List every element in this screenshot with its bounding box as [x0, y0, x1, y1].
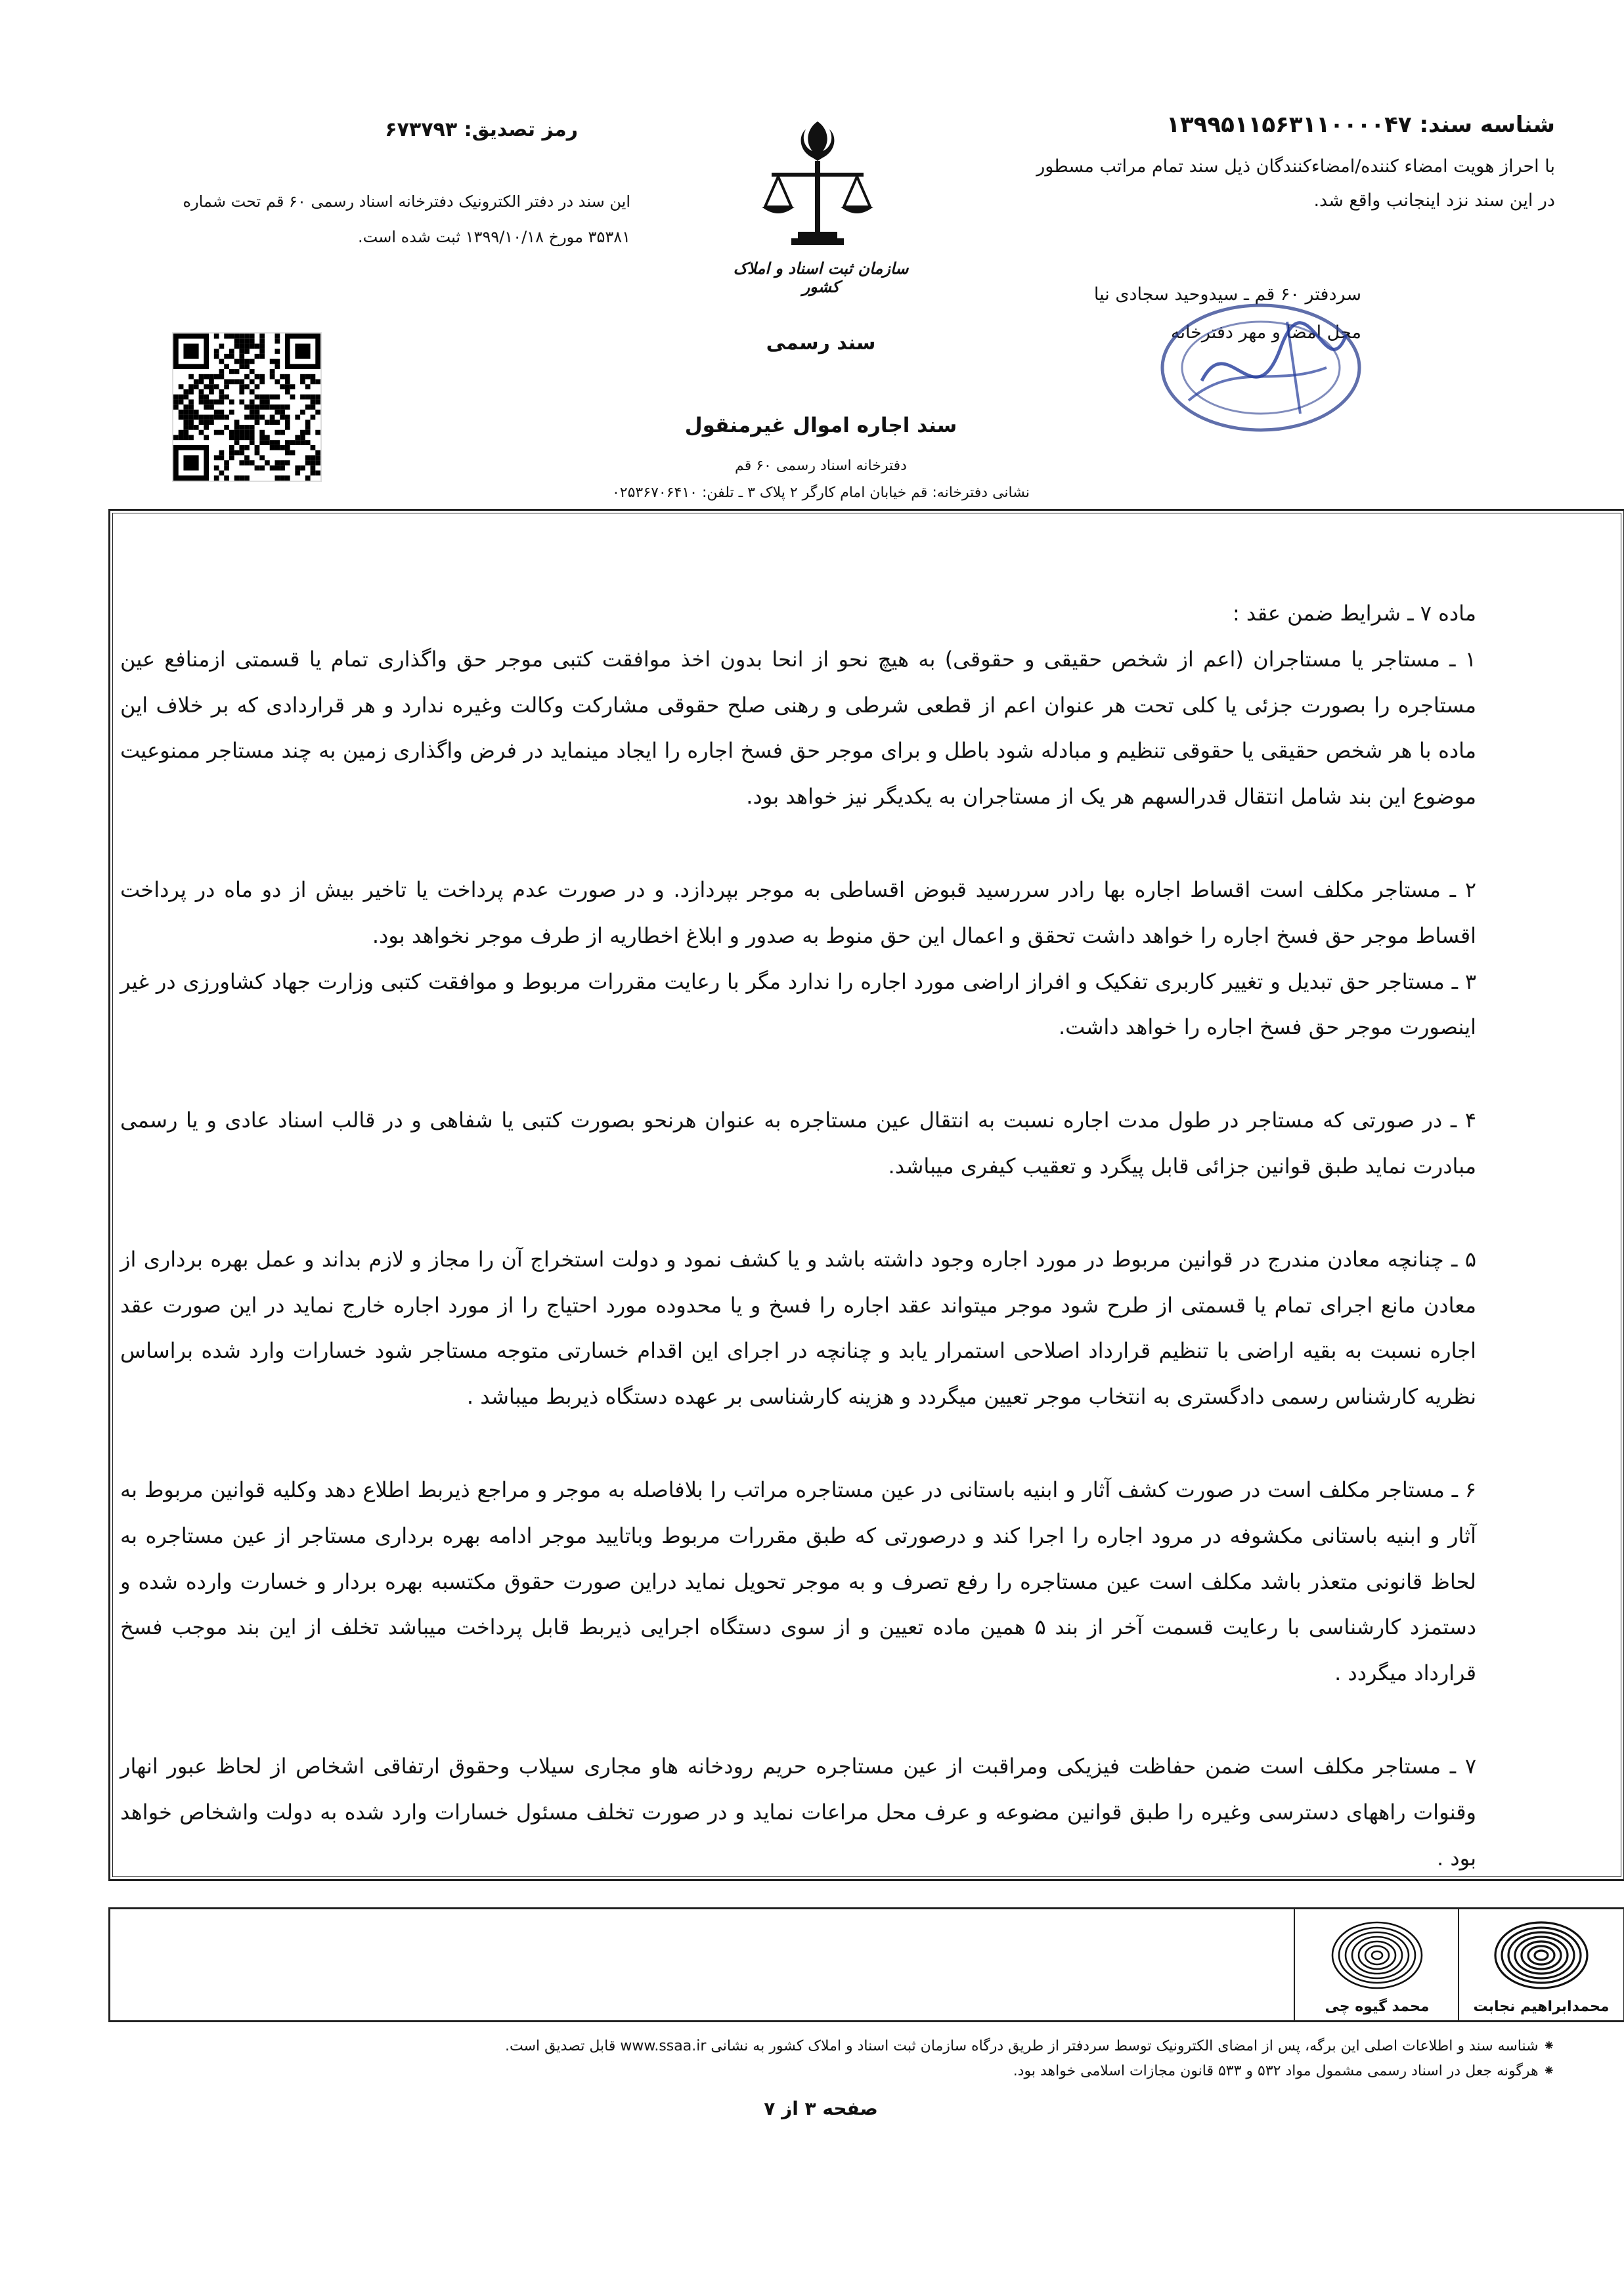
signer-name: محمدابراهیم نجابت	[1473, 1999, 1610, 2015]
clause-2: ۲ ـ مستاجر مکلف است اقساط اجاره بها رادر سررسید قبوض اقساطی به موجر بپردازد. و در صورت عدم پرداخت یا تاخیر بیش از دو ماه در پرداخت اقساط موجر حق فسخ اجاره را خواهد داشت تحقق و اعمال این حق منوط به صدور و ابلاغ اخطاریه از طرف موجر نخواهد بود.	[120, 877, 1476, 948]
footnotes	[45, 2034, 1555, 2084]
article-title: ماده ۷ ـ شرایط ضمن عقد :	[1232, 601, 1476, 626]
verification-block	[898, 112, 1555, 218]
document-title: سند اجاره اموال غیرمنقول	[684, 414, 957, 437]
signature-cell	[1458, 1909, 1623, 2020]
clause-6: ۶ ـ مستاجر مکلف است در صورت کشف آثار و ابنیه باستانی در عین مستاجره مراتب را بلافاصله به موجر و مراجع ذیربط اطلاع دهد وکلیه قوانین مربوط به آثار و ابنیه باستانی مکشوفه در مرود اجاره را اجرا کند و درصورتی که طبق مقررات مربوط وباتایید موجر ادامه بهره برداری مستاجر از عین مستاجره به لحاظ قانونی متعذر باشد مکلف است عین مستاجره را رفع تصرف و به موجر تحویل نماید دراین صورت حقوق مکتسبه بهره بردار و خسارت وارده شده و دستمزد کارشناسی با رعایت قسمت آخر از بند ۵ همین ماده تعیین و از سوی دستگاه اجرایی ذیربط قابل پرداخت میباشد تخلف از این بند موجب فسخ قرارداد میگردد .	[120, 1477, 1476, 1686]
footnote-1: ⁕ شناسه سند و اطلاعات اصلی این برگه، پس از امضای الکترونیک توسط سردفتر از طریق درگاه سازمان ثبت اسناد و املاک کشور به نشانی www.ssaa.ir قابل تصدیق است.	[505, 2038, 1555, 2054]
clause-7: ۷ ـ مستاجر مکلف است ضمن حفاظت فیزیکی ومراقبت از عین مستاجره حریم رودخانه هاو مجاری سیلاب وحقوق ارتفاقی اشخاص از لحاظ عبور انهار وقنوات راههای دسترسی وغیره را طبق قوانین مضوعه و عرف محل مراعات نماید و در صورت تخلف مسئول خسارات وارد شده به دولت واشخاص خواهد بود .	[120, 1753, 1476, 1871]
fingerprint-icon	[1325, 1917, 1430, 1993]
signature-cell	[1294, 1909, 1459, 2020]
registration-line-1: این سند در دفتر الکترونیک دفترخانه اسناد رسمی ۶۰ قم تحت شماره	[183, 192, 630, 211]
signer-name: محمد گیوه چی	[1325, 1999, 1430, 2015]
page-number: صفحه ۳ از ۷	[764, 2098, 878, 2119]
notary-seal	[1130, 289, 1379, 446]
document-body	[120, 591, 1476, 1881]
registration-line-2: ۳۵۳۸۱ مورخ ۱۳۹۹/۱۰/۱۸ ثبت شده است.	[358, 228, 630, 246]
clause-3: ۳ ـ مستاجر حق تبدیل و تغییر کاربری تفکیک و افراز اراضی مورد اجاره را ندارد مگر با رعایت مقررات مربوط و موافقت کتبی وزارت جهاد کشاورزی در غیر اینصورت موجر حق فسخ اجاره را خواهد داشت.	[120, 968, 1476, 1040]
signature-box	[108, 1907, 1624, 2022]
verification-line-2: در این سند نزد اینجانب واقع شد.	[1313, 190, 1555, 211]
qr-code	[172, 332, 322, 482]
organization-name: سازمان ثبت اسناد و املاک کشور	[733, 259, 909, 296]
clause-1: ۱ ـ مستاجر یا مستاجران (اعم از شخص حقیقی و حقوقی) به هیچ نحو از انحا بدون اخذ موافقت کتبی موجر حق واگذاری تمام یا قسمتی ازمنافع عین مستاجره را بصورت جزئی یا کلی تحت هر عنوان اعم از قطعی شرطی و رهنی صلح حقوقی مشارکت وکالت وغیره ندارد و هر قراردادی که بر خلاف این ماده با هر شخص حقیقی یا حقوقی تنظیم و مبادله شود باطل و برای موجر حق فسخ اجاره را ایجاد مینماید در فرض واگذاری زمین به چند مستاجر ممنوعیت موضوع این بند شامل انتقال قدرالسهم هر یک از مستاجران به یکدیگر نیز خواهد بود.	[120, 646, 1476, 810]
footnote-2: ⁕ هرگونه جعل در اسناد رسمی مشمول مواد ۵۳۲ و ۵۳۳ قانون مجازات اسلامی خواهد بود.	[1013, 2063, 1555, 2079]
authentication-code: رمز تصدیق: ۶۷۳۷۹۳	[385, 118, 578, 141]
notary-sign-place: محل امضا و مهر دفترخانه	[1171, 322, 1361, 343]
fingerprint-icon	[1489, 1917, 1594, 1993]
document-id: شناسه سند: ۱۳۹۹۵۱۱۵۶۳۱۱۰۰۰۰۴۷	[1166, 112, 1555, 138]
registration-note	[131, 184, 630, 255]
office-address: نشانی دفترخانه: قم خیابان امام کارگر ۲ پلاک ۳ ـ تلفن: ۰۲۵۳۶۷۰۶۴۱۰	[611, 485, 1030, 501]
office-name: دفترخانه اسناد رسمی ۶۰ قم	[735, 458, 907, 474]
judiciary-emblem-icon	[752, 115, 883, 259]
notary-name: سردفتر ۶۰ قم ـ سیدوحید سجادی نیا	[1093, 284, 1361, 305]
official-document-label: سند رسمی	[766, 332, 876, 355]
clause-5: ۵ ـ چنانچه معادن مندرج در قوانین مربوط در مورد اجاره وجود داشته باشد و یا کشف نمود و دولت استخراج آن را مجاز و لازم بداند و عمل بهره برداری از معادن مانع اجرای تمام یا قسمتی از طرح شود موجر میتواند عقد اجاره را فسخ و یا محدوده مورد احتیاج را از مورد اجاره خارج نماید در این صورت عقد اجاره نسبت به بقیه اراضی با تنظیم قرارداد اصلاحی استمرار یابد و چنانچه در اجرای این اقدام خسارتی متوجه مستاجر شود خسارات وارد شده براساس نظریه کارشناس رسمی دادگستری به انتخاب موجر تعیین میگردد و هزینه کارشناسی بر عهده دستگاه ذیربط میباشد .	[120, 1246, 1476, 1410]
verification-line-1: با احراز هویت امضاء کننده/امضاءکنندگان ذیل سند تمام مراتب مسطور	[1036, 156, 1555, 177]
clause-4: ۴ ـ در صورتی که مستاجر در طول مدت اجاره نسبت به انتقال عین مستاجره به عنوان هرنحو بصورت کتبی یا شفاهی و در قالب اسناد عادی و یا رسمی مبادرت نماید طبق قوانین جزائی قابل پیگرد و تعقیب کیفری میباشد.	[120, 1108, 1476, 1179]
